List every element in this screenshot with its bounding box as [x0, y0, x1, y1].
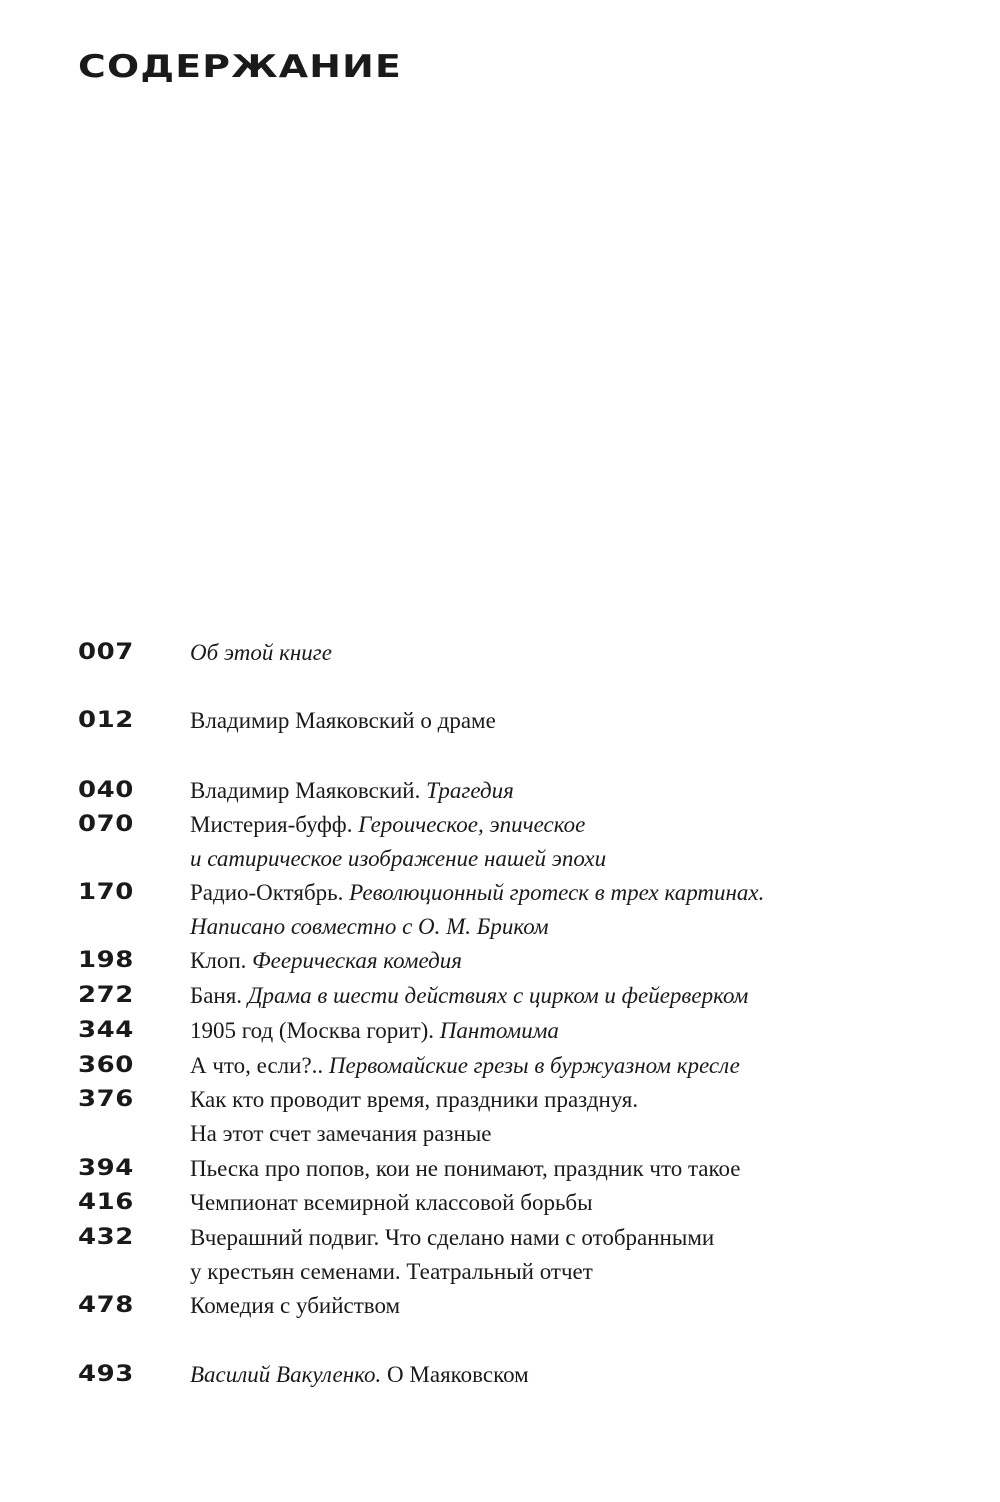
toc-page-number: 007 [78, 640, 134, 665]
toc-entry-line [190, 774, 970, 808]
toc-entry-title [190, 1221, 970, 1289]
toc-entry-line [190, 1221, 970, 1255]
toc-entry-title [190, 1083, 970, 1151]
toc-entry-title [190, 808, 970, 876]
toc-entry-line [190, 842, 970, 876]
toc-page-number: 394 [78, 1156, 134, 1181]
toc-italic-text: Драма в шести действиях с цирком и фейерверком [247, 983, 749, 1008]
toc-entry-title [190, 774, 970, 808]
toc-entry-line [190, 636, 970, 670]
toc-page-number: 040 [78, 778, 134, 803]
toc-text: О Маяковском [387, 1362, 529, 1387]
toc-italic-text: Революционный гротеск в трех картинах. [349, 880, 765, 905]
toc-page-number: 432 [78, 1225, 134, 1250]
toc-text: А что, если?.. [190, 1053, 329, 1078]
toc-entry-line [190, 808, 970, 842]
toc-entry-line [190, 910, 970, 944]
toc-text: Комедия с убийством [190, 1293, 401, 1318]
toc-page-number: 198 [78, 948, 134, 973]
toc-entry-title [190, 704, 970, 738]
toc-entry-line [190, 979, 970, 1013]
toc-text: Пьеска про попов, кои не понимают, праздник что такое [190, 1156, 741, 1181]
toc-entry-line [190, 1014, 970, 1048]
toc-text: Вчерашний подвиг. Что сделано нами с отобранными [190, 1225, 715, 1250]
toc-entry-line [190, 1255, 970, 1289]
toc-italic-text: Об этой книге [190, 640, 332, 665]
toc-page-number: 416 [78, 1190, 134, 1215]
toc-entry-line [190, 1186, 970, 1220]
toc-text: Владимир Маяковский. [190, 778, 427, 803]
toc-italic-text: Героическое, эпическое [358, 812, 586, 837]
toc-page-number: 360 [78, 1053, 134, 1078]
toc-text: 1905 год (Москва горит). [190, 1018, 440, 1043]
toc-entry-line [190, 704, 970, 738]
toc-text: Как кто проводит время, праздники празднуя. [190, 1087, 639, 1112]
toc-italic-text: Первомайские грезы в буржуазном кресле [328, 1053, 740, 1078]
toc-text: Владимир Маяковский о драме [190, 708, 496, 733]
toc-italic-text: Написано совместно с О. М. Бриком [190, 914, 549, 939]
toc-text: Баня. [190, 983, 248, 1008]
toc-page-number: 493 [78, 1362, 134, 1387]
toc-entry-line [190, 1117, 970, 1151]
toc-entry-title [190, 636, 970, 670]
toc-entry-title [190, 1049, 970, 1083]
toc-entry-line [190, 1289, 970, 1323]
toc-italic-text: Феерическая комедия [252, 948, 462, 973]
toc-text: На этот счет замечания разные [190, 1121, 492, 1146]
toc-italic-text: Василий Вакуленко. [190, 1362, 388, 1387]
toc-page-number: 272 [78, 983, 134, 1008]
toc-entry-line [190, 1049, 970, 1083]
toc-page-number: 376 [78, 1087, 134, 1112]
toc-text: Мистерия-буфф. [190, 812, 359, 837]
toc-italic-text: Пантомима [439, 1018, 559, 1043]
toc-italic-text: Трагедия [426, 778, 514, 803]
toc-text: Чемпионат всемирной классовой борьбы [190, 1190, 593, 1215]
toc-italic-text: и сатирическое изображение нашей эпохи [190, 846, 607, 871]
toc-page-number: 170 [78, 880, 134, 905]
toc-entry-line [190, 1152, 970, 1186]
toc-text: у крестьян семенами. Театральный отчет [190, 1259, 593, 1284]
toc-page-number: 012 [78, 708, 134, 733]
toc-entry-line [190, 1358, 970, 1392]
toc-page-number: 344 [78, 1018, 134, 1043]
toc-entry-title [190, 1186, 970, 1220]
toc-entry-title [190, 1358, 970, 1392]
toc-page-number: 478 [78, 1293, 134, 1318]
toc-text: Радио-Октябрь. [190, 880, 350, 905]
toc-page-number: 070 [78, 812, 134, 837]
toc-entry-title [190, 1152, 970, 1186]
toc-entry-line [190, 876, 970, 910]
toc-text: Клоп. [190, 948, 253, 973]
toc-entry-title [190, 1289, 970, 1323]
toc-entry-title [190, 979, 970, 1013]
toc-entry-title [190, 876, 970, 944]
toc-entry-title [190, 944, 970, 978]
toc-entry-title [190, 1014, 970, 1048]
toc-entry-line [190, 944, 970, 978]
toc-entry-line [190, 1083, 970, 1117]
page-title: СОДЕРЖАНИЕ [78, 49, 403, 85]
